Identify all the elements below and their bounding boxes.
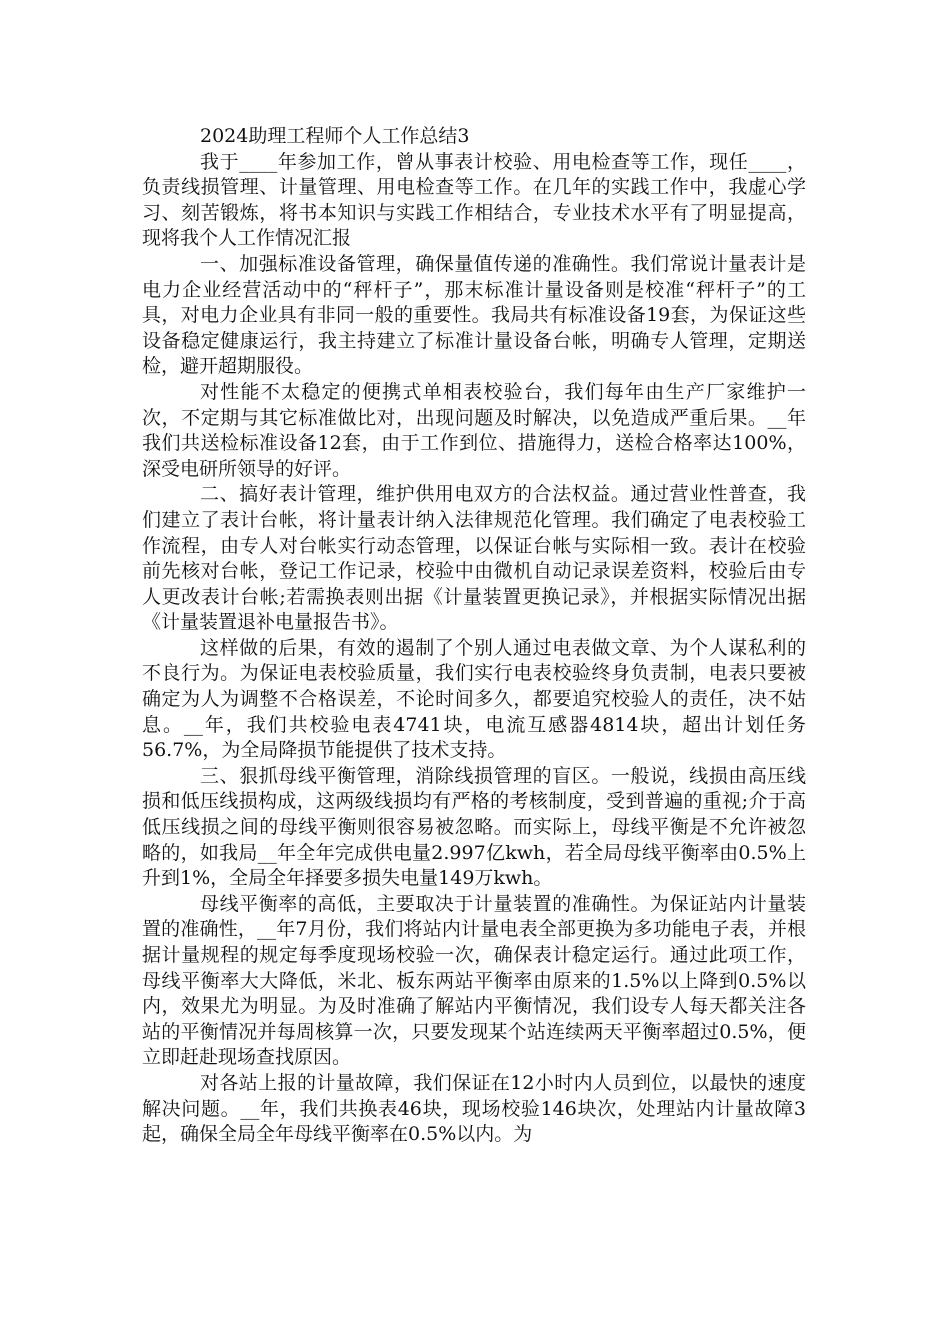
paragraph-standard-equipment: 一、加强标准设备管理，确保量值传递的准确性。我们常说计量表计是电力企业经营活动中的“秤杆子”，那末标准计量设备则是校准“秤杆子”的工具，对电力企业具有非同一般的重要性。我局共有标准设备19套，为保证这些设备稳定健康运行，我主持建立了标准计量设备台帐，明确专人管理，定期送检，避开超期服役。 [142,252,806,378]
document-page [142,124,806,1148]
paragraph-fault-handling: 对各站上报的计量故障，我们保证在12小时内人员到位，以最快的速度解决问题。__年，我们共换表46块，现场校验146块次，处理站内计量故障3起，确保全局全年母线平衡率在0.5%以内。为 [142,1071,806,1146]
paragraph-portable-calibrator: 对性能不太稳定的便携式单相表校验台，我们每年由生产厂家维护一次，不定期与其它标准做比对，出现问题及时解决，以免造成严重后果。__年我们共送检标准设备12套，由于工作到位、措施得力，送检合格率达100%，深受电研所领导的好评。 [142,380,806,480]
paragraph-balance-rate: 母线平衡率的高低，主要取决于计量装置的准确性。为保证站内计量装置的准确性，__年7月份，我们将站内计量电表全部更换为多功能电子表，并根据计量规程的规定每季度现场校验一次，确保表计稳定运行。通过此项工作，母线平衡率大大降低，米北、板东两站平衡率由原来的1.5%以上降到0.5%以内，效果尤为明显。为及时准确了解站内平衡情况，我们设专人每天都关注各站的平衡情况并每周核算一次，只要发现某个站连续两天平衡率超过0.5%，便立即赶赴现场查找原因。 [142,892,806,1069]
paragraph-intro: 我于____年参加工作，曾从事表计校验、用电检查等工作，现任____，负责线损管理、计量管理、用电检查等工作。在几年的实践工作中，我虚心学习、刻苦锻炼，将书本知识与实践工作相结合，专业技术水平有了明显提高，现将我个人工作情况汇报 [142,150,806,250]
paragraph-results: 这样做的后果，有效的遏制了个别人通过电表做文章、为个人谋私利的不良行为。为保证电表校验质量，我们实行电表校验终身负责制，电表只要被确定为人为调整不合格误差，不论时间多久，都要追究校验人的责任，决不姑息。__年，我们共校验电表4741块，电流互感器4814块，超出计划任务56.7%，为全局降损节能提供了技术支持。 [142,636,806,762]
paragraph-meter-management: 二、搞好表计管理，维护供用电双方的合法权益。通过营业性普查，我们建立了表计台帐，将计量表计纳入法律规范化管理。我们确定了电表校验工作流程，由专人对台帐实行动态管理，以保证台帐与实际相一致。表计在校验前先核对台帐，登记工作记录，校验中由微机自动记录误差资料，校验后由专人更改表计台帐;若需换表则出据《计量装置更换记录》，并根据实际情况出据《计量装置退补电量报告书》。 [142,483,806,634]
document-title: 2024助理工程师个人工作总结3 [200,125,470,147]
paragraph-busbar-balance: 三、狠抓母线平衡管理，消除线损管理的盲区。一般说，线损由高压线损和低压线损构成，这两级线损均有严格的考核制度，受到普遍的重视;介于高低压线损之间的母线平衡则很容易被忽略。而实际上，母线平衡是不允许被忽略的，如我局__年全年完成供电量2.997亿kwh，若全局母线平衡率由0.5%上升到1%，全局全年择要多损失电量149万kwh。 [142,764,806,890]
